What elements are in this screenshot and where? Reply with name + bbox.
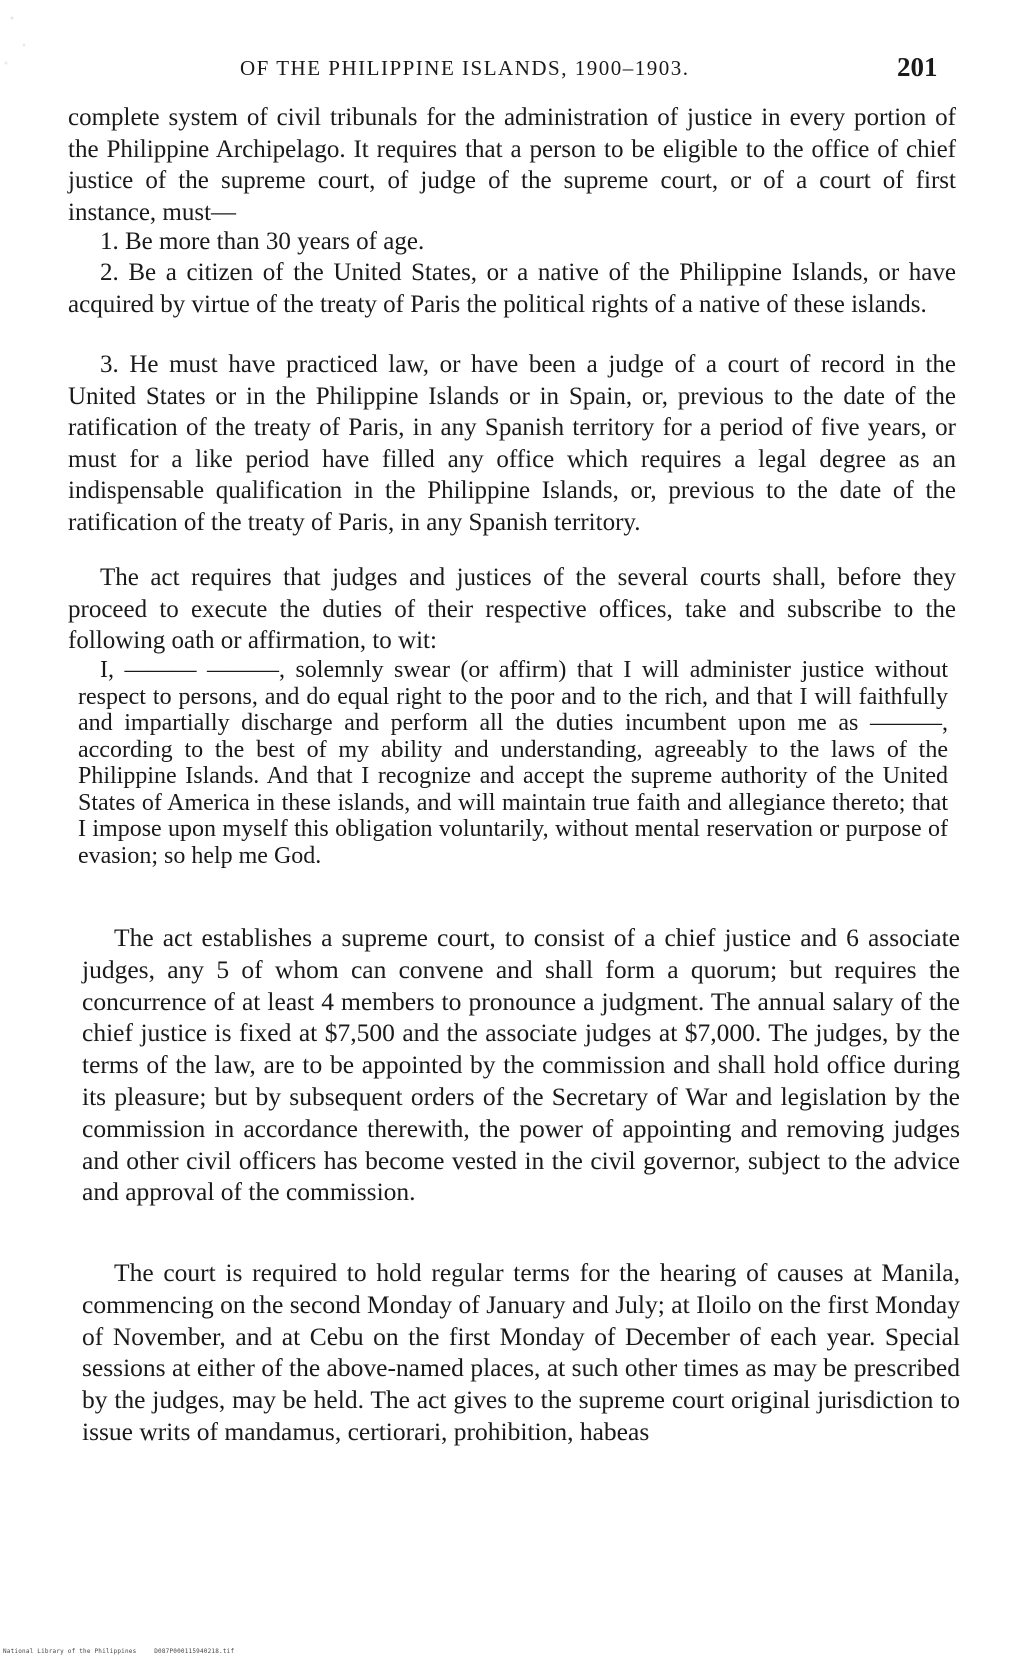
list-item-age: 1. Be more than 30 years of age. — [100, 228, 425, 255]
list-item-citizenship: 2. Be a citizen of the United States, or a native of the Philippine Islands, or have acquired by virtue of the treaty of Paris the political rights of a native of these islands. — [68, 259, 956, 318]
paragraph-court-terms: The court is required to hold regular terms for the hearing of causes at Manila, commencing on the second Monday of January and July; at Iloilo on the first Monday of November, and at Cebu on the first Monday of December of each year. Special sessions at either of the above-named places, at such other times as may be prescribed by the judges, may be held. The act gives to the supreme court original jurisdiction to issue writs of mandamus, certiorari, prohibition, habeas — [82, 1258, 960, 1446]
paragraph-intro: complete system of civil tribunals for the administration of justice in every portion of the Philippine Archipelago. It requires that a person to be eligible to the office of chief justice of the supreme court, of judge of the supreme court, or of a court of first instance, must— — [68, 104, 956, 226]
footer-file-id: D087P000115940218.tif — [154, 1648, 235, 1655]
scan-artifact — [0, 0, 60, 90]
running-title: OF THE PHILIPPINE ISLANDS, 1900–1903. — [240, 56, 690, 80]
list-item-practice: 3. He must have practiced law, or have been a judge of a court of record in the United States or in the Philippine Islands or in Spain, or, previous to the date of the ratification of the treaty of Paris, in any Spanish territory for a period of five years, or must for a like period have filled any office which requires a legal degree as an indispensable qualification in the Philippine Islands, or, previous to the date of the ratification of the treaty of Paris, in any Spanish territory. — [68, 351, 956, 536]
paragraph-oath-intro: The act requires that judges and justices of the several courts shall, before they proceed to execute the duties of their respective offices, take and subscribe to the following oath or affirmation, to wit: — [68, 564, 956, 655]
paragraph-supreme-court: The act establishes a supreme court, to consist of a chief justice and 6 associate judges, any 5 of whom can convene and shall form a quorum; but requires the concurrence of at least 4 members to pronounce a judgment. The annual salary of the chief justice is fixed at $7,500 and the associate judges at $7,000. The judges, by the terms of the law, are to be appointed by the commission and shall hold office during its pleasure; but by subsequent orders of the Secretary of War and legislation by the commission in accordance therewith, the power of appointing and removing judges and other civil officers has become vested in the civil governor, subject to the advice and approval of the commission. — [82, 923, 960, 1207]
page-number: 201 — [897, 52, 938, 82]
oath-text: I, ——— ———, solemnly swear (or affirm) that I will administer justice without respect to persons, and do equal right to the poor and to the rich, and that I will faithfully and impartially discharge and perform all the duties incumbent upon me as ———, according to the best of my ability and understanding, agreeably to the laws of the Philippine Islands. And that I recognize and accept the supreme authority of the United States of America in these islands, and will maintain true faith and allegiance thereto; that I impose upon myself this obligation voluntarily, without mental reservation or purpose of evasion; so help me God. — [78, 657, 948, 869]
footer-library: National Library of the Philippines — [3, 1648, 137, 1655]
scan-footer — [3, 1648, 248, 1655]
